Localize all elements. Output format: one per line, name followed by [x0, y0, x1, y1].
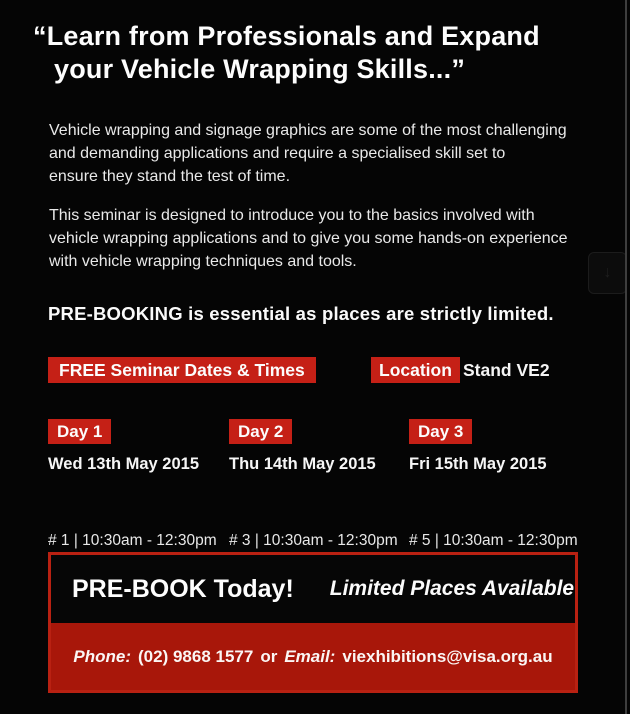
- download-icon: ↓: [603, 264, 612, 281]
- day-1-badge: Day 1: [48, 419, 111, 444]
- phone-label: Phone:: [73, 646, 131, 666]
- contact-line: [51, 623, 575, 690]
- day-2-badge: Day 2: [229, 419, 292, 444]
- page-title: [33, 20, 540, 86]
- intro-p2-line1: This seminar is designed to introduce you to the basics involved with: [49, 207, 535, 224]
- free-seminar-dates-badge: FREE Seminar Dates & Times: [48, 357, 316, 383]
- prebook-banner: [51, 555, 575, 623]
- title-line-2: your Vehicle Wrapping Skills...”: [54, 54, 466, 84]
- intro-paragraph-2: [49, 204, 568, 273]
- intro-p1-line1: Vehicle wrapping and signage graphics are some of the most challenging: [49, 122, 567, 139]
- day-2-session-1: # 3 | 10:30am - 12:30pm: [229, 532, 398, 549]
- intro-paragraph-1: [49, 119, 568, 188]
- location-badge: Location: [371, 357, 460, 383]
- day-1-session-1: # 1 | 10:30am - 12:30pm: [48, 532, 217, 549]
- day-1-date: Wed 13th May 2015: [48, 455, 200, 473]
- day-3-session-1: # 5 | 10:30am - 12:30pm: [409, 532, 578, 549]
- intro-text: [49, 119, 568, 273]
- email-label: Email:: [284, 646, 336, 666]
- day-2-date: Thu 14th May 2015: [229, 455, 376, 473]
- download-button[interactable]: [588, 252, 627, 294]
- phone-number: (02) 9868 1577: [138, 646, 254, 666]
- intro-p2-line2: vehicle wrapping applications and to give you some hands-on experience: [49, 230, 568, 247]
- prebooking-note: PRE-BOOKING is essential as places are strictly limited.: [48, 303, 554, 324]
- location-value: Stand VE2: [463, 360, 550, 380]
- prebook-title: PRE-BOOK Today!: [72, 574, 294, 603]
- intro-p1-line2: and demanding applications and require a specialised skill set to: [49, 145, 506, 162]
- title-line-1: “Learn from Professionals and Expand: [33, 21, 540, 51]
- window-edge-line: [625, 0, 627, 714]
- email-address: viexhibitions@visa.org.au: [342, 646, 553, 666]
- prebook-subtitle: Limited Places Available: [329, 577, 575, 600]
- day-3-badge: Day 3: [409, 419, 472, 444]
- prebook-box: [48, 552, 578, 693]
- contact-separator: or: [260, 646, 278, 666]
- intro-p2-line3: with vehicle wrapping techniques and tools.: [49, 253, 357, 270]
- day-3-date: Fri 15th May 2015: [409, 455, 547, 473]
- intro-p1-line3: ensure they stand the test of time.: [49, 168, 291, 185]
